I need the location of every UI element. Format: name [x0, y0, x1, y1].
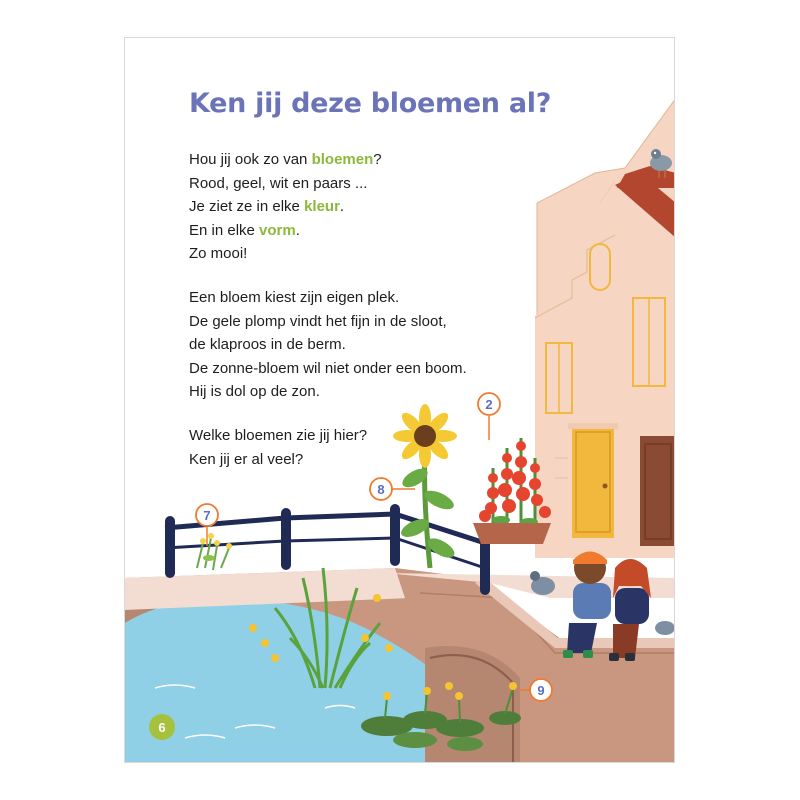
poem-text: En in elke: [189, 221, 260, 239]
marker-9-label: 9: [537, 683, 545, 698]
page-number: 6: [158, 720, 166, 735]
marker-7-label: 7: [203, 508, 211, 523]
illustration: [125, 38, 675, 763]
poem-text: .: [339, 198, 345, 215]
book-page: [124, 37, 675, 763]
poem-text: de klaproos in de berm.: [189, 336, 346, 353]
poem-text: Zo mooi!: [189, 245, 248, 262]
yellow-flower-icon: [197, 533, 232, 570]
poem-text: .: [295, 221, 300, 239]
poem-text: De gele plomp vindt het fijn in de sloot,: [189, 312, 447, 330]
poem-text: Hou jij ook zo van: [189, 151, 312, 168]
poem-text: Welke bloemen zie jij hier?: [189, 427, 368, 444]
page-number-badge: [149, 714, 175, 740]
poem-text: Een bloem kiest zijn eigen plek.: [189, 289, 400, 306]
page-title: Ken jij deze bloemen al?: [189, 88, 552, 119]
poem-text: Je ziet ze in elke: [189, 198, 305, 215]
sunflower-icon: [393, 404, 457, 568]
highlighted-word: bloemen: [311, 151, 374, 168]
marker-2: [478, 393, 500, 440]
highlighted-word: vorm: [259, 221, 296, 239]
poem-text: ?: [373, 151, 382, 168]
poem-text: Rood, geel, wit en paars ...: [189, 174, 368, 192]
poem-text: De zonne-bloem wil niet onder een boom.: [189, 359, 467, 377]
poem-text: Hij is dol op de zon.: [189, 383, 320, 400]
marker-2-label: 2: [485, 397, 493, 412]
poem-text: Ken jij er al veel?: [189, 450, 304, 468]
marker-8-label: 8: [377, 482, 385, 497]
highlighted-word: kleur: [304, 198, 340, 215]
house-illustration: [425, 98, 675, 558]
